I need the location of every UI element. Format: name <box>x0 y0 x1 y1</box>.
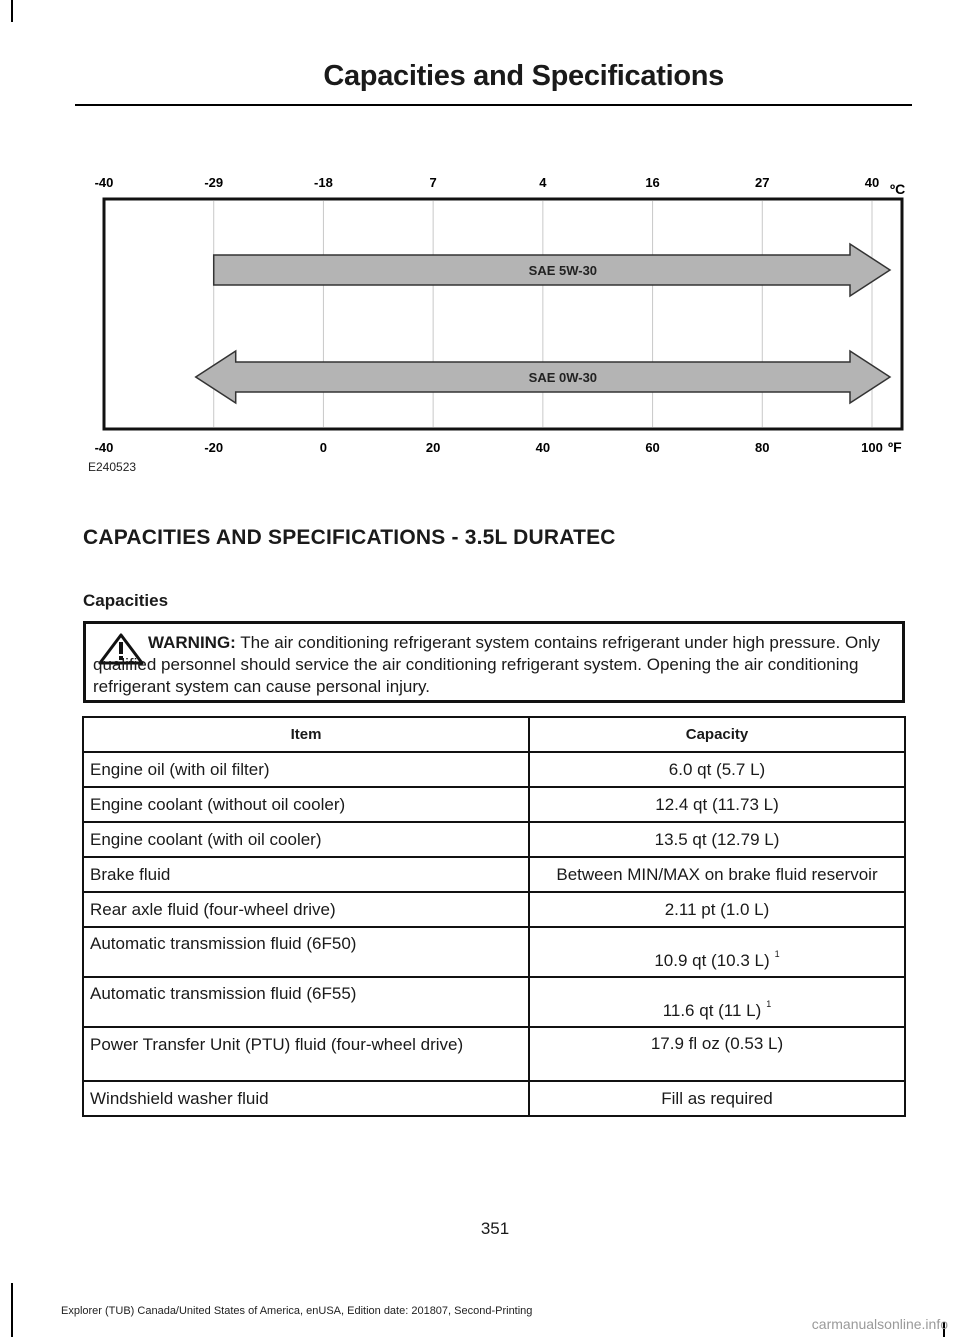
page-header-title: Capacities and Specifications <box>323 60 724 92</box>
capacity-cell: Fill as required <box>529 1081 905 1116</box>
crop-mark-bottom-left <box>11 1283 13 1337</box>
item-cell: Engine coolant (with oil cooler) <box>83 822 529 857</box>
warning-body: The air conditioning refrigerant system contains refrigerant under high pressure. Only qualified personnel should service the air conditioning refrigerant system. Opening the air conditioning refrigerant system can cause personal injury. <box>93 633 880 696</box>
capacity-cell: 17.9 fl oz (0.53 L) <box>529 1027 905 1081</box>
table-row <box>83 977 905 1027</box>
fahrenheit-tick-labels <box>95 440 883 455</box>
celsius-tick-label: 40 <box>864 175 880 190</box>
celsius-tick-label: -29 <box>204 175 224 190</box>
fahrenheit-tick-label: 40 <box>535 440 551 455</box>
celsius-tick-label: -18 <box>314 175 333 190</box>
capacity-cell: 6.0 qt (5.7 L) <box>529 752 905 787</box>
table-row <box>83 1081 905 1116</box>
footer-edition-info: Explorer (TUB) Canada/United States of America, enUSA, Edition date: 201807, Second-Printing <box>61 1305 533 1317</box>
celsius-tick-label: 7 <box>429 175 437 190</box>
table-row <box>83 752 905 787</box>
column-header-capacity: Capacity <box>529 717 905 752</box>
capacity-cell: Between MIN/MAX on brake fluid reservoir <box>529 857 905 892</box>
footnote-marker: 1 <box>766 999 772 1009</box>
crop-mark-top-left <box>11 0 13 22</box>
celsius-tick-labels <box>95 175 880 190</box>
fahrenheit-tick-label: 60 <box>645 440 660 455</box>
fahrenheit-unit-label: ºF <box>888 439 902 455</box>
item-cell: Rear axle fluid (four-wheel drive) <box>83 892 529 927</box>
warning-text <box>93 632 893 698</box>
watermark: carmanualsonline.info <box>811 1316 948 1332</box>
oil-viscosity-chart <box>88 166 918 456</box>
section-title: CAPACITIES AND SPECIFICATIONS - 3.5L DURATEC <box>83 526 616 549</box>
capacity-value: 10.9 qt (10.3 L) <box>654 951 770 970</box>
celsius-unit-label: ºC <box>890 181 906 197</box>
item-cell: Engine coolant (without oil cooler) <box>83 787 529 822</box>
footnote-marker: 1 <box>774 949 780 959</box>
table-row <box>83 822 905 857</box>
fahrenheit-tick-label: 20 <box>425 440 441 455</box>
warning-label: WARNING: <box>148 633 236 652</box>
subsection-title: Capacities <box>83 591 169 610</box>
warning-box <box>83 621 905 703</box>
item-cell: Automatic transmission fluid (6F55) <box>83 977 529 1027</box>
table-header-row <box>83 717 905 752</box>
capacity-value: 11.6 qt (11 L) <box>662 1001 762 1020</box>
item-cell: Engine oil (with oil filter) <box>83 752 529 787</box>
fahrenheit-tick-label: 80 <box>755 440 770 455</box>
table-row <box>83 787 905 822</box>
viscosity-band-label: SAE 0W-30 <box>528 370 598 385</box>
celsius-tick-label: 16 <box>645 175 660 190</box>
viscosity-band-label: SAE 5W-30 <box>528 263 598 278</box>
fahrenheit-tick-label: -20 <box>204 440 224 455</box>
item-cell: Windshield washer fluid <box>83 1081 529 1116</box>
column-header-item: Item <box>83 717 529 752</box>
table-row <box>83 927 905 977</box>
figure-id: E240523 <box>88 460 137 474</box>
table-row <box>83 1027 905 1081</box>
capacity-cell: 12.4 qt (11.73 L) <box>529 787 905 822</box>
fahrenheit-tick-label: 100 <box>861 440 883 455</box>
item-cell: Brake fluid <box>83 857 529 892</box>
celsius-tick-label: -40 <box>94 175 114 190</box>
table-row <box>83 857 905 892</box>
celsius-tick-label: 4 <box>539 175 547 190</box>
capacity-cell: 13.5 qt (12.79 L) <box>529 822 905 857</box>
fahrenheit-tick-label: 0 <box>319 440 328 455</box>
celsius-tick-label: 27 <box>755 175 770 190</box>
page-number: 351 <box>480 1219 510 1238</box>
item-cell: Power Transfer Unit (PTU) fluid (four-wheel drive) <box>83 1027 529 1081</box>
capacity-cell <box>529 977 905 1027</box>
capacity-cell: 2.11 pt (1.0 L) <box>529 892 905 927</box>
header-rule <box>75 104 912 106</box>
fahrenheit-tick-label: -40 <box>94 440 114 455</box>
capacities-table <box>82 716 906 1117</box>
table-row <box>83 892 905 927</box>
item-cell: Automatic transmission fluid (6F50) <box>83 927 529 977</box>
capacity-cell <box>529 927 905 977</box>
